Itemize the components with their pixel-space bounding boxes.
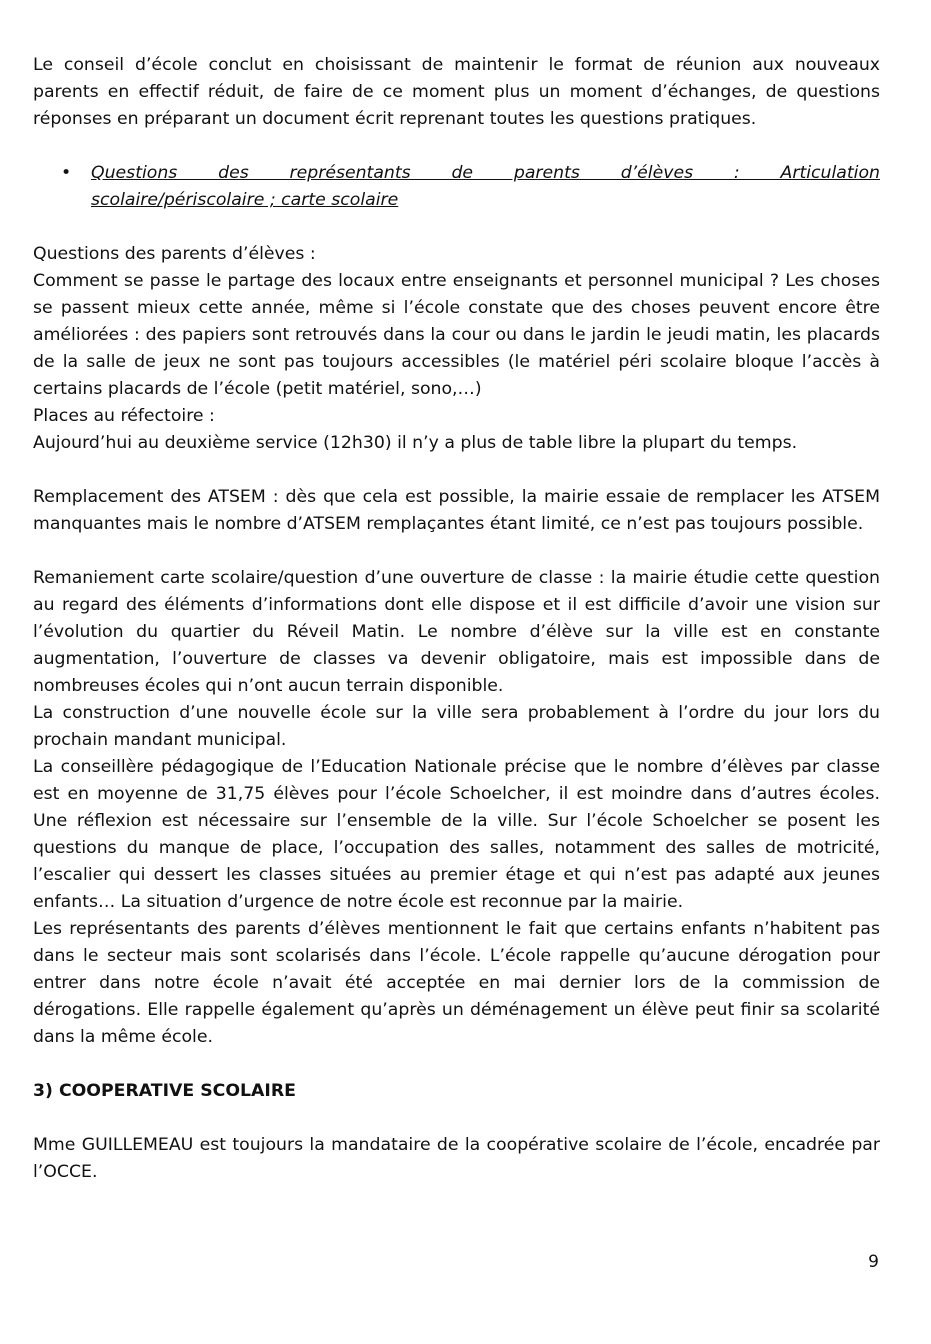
spacer — [33, 538, 880, 565]
paragraph-conclusion: Le conseil d’école conclut en choisissant de maintenir le format de réunion aux nouveaux parents en effectif réduit, de faire de ce moment plus un moment d’échanges, de questions réponses en préparant un document écrit reprenant toutes les questions pratiques. — [33, 55, 880, 129]
bullet-item — [61, 160, 880, 214]
spacer — [33, 133, 880, 160]
bullet-icon: • — [61, 163, 72, 183]
page-number: 9 — [868, 1252, 879, 1272]
spacer — [33, 457, 880, 484]
document-page — [33, 52, 880, 1186]
paragraph-locaux: Comment se passe le partage des locaux entre enseignants et personnel municipal ? Les choses se passent mieux cette année, même si l’école constate que des choses peuvent encore être améliorées : des papiers sont retrouvés dans la cour ou dans le jardin le jeudi matin, les placards de la salle de jeux ne sont pas toujours accessibles (le matériel péri scolaire bloque l’accès à certains placards de l’école (petit matériel, sono,…) — [33, 271, 880, 399]
spacer — [33, 214, 880, 241]
spacer — [33, 1051, 880, 1078]
paragraph-refectoire-label: Places au réfectoire : — [33, 406, 215, 426]
paragraph-atsem: Remplacement des ATSEM : dès que cela est possible, la mairie essaie de remplacer les ATSEM manquantes mais le nombre d’ATSEM remplaçantes étant limité, ce n’est pas toujours possible. — [33, 487, 880, 534]
bullet-line-2: scolaire/périscolaire ; carte scolaire — [91, 190, 399, 210]
paragraph-questions-heading: Questions des parents d’élèves : — [33, 244, 316, 264]
paragraph-carte-scolaire: Remaniement carte scolaire/question d’une ouverture de classe : la mairie étudie cette question au regard des éléments d’informations dont elle dispose et il est difficile d’avoir une vision sur l’évolution du quartier du Réveil Matin. Le nombre d’élève sur la ville est en constante augmentation, l’ouverture de classes va devenir obligatoire, mais est impossible dans de nombreuses écoles qui n’ont aucun terrain disponible. — [33, 568, 880, 696]
paragraph-cooperative: Mme GUILLEMEAU est toujours la mandataire de la coopérative scolaire de l’école, encadrée par l’OCCE. — [33, 1135, 880, 1182]
paragraph-nouvelle-ecole: La construction d’une nouvelle école sur la ville sera probablement à l’ordre du jour lors du prochain mandant municipal. — [33, 703, 880, 750]
paragraph-refectoire: Aujourd’hui au deuxième service (12h30) il n’y a plus de table libre la plupart du temps. — [33, 433, 798, 453]
spacer — [33, 1105, 880, 1132]
paragraph-representants: Les représentants des parents d’élèves mentionnent le fait que certains enfants n’habitent pas dans le secteur mais sont scolarisés dans l’école. L’école rappelle qu’aucune dérogation pour entrer dans notre école n’avait été acceptée en mai dernier lors de la commission de dérogations. Elle rappelle également qu’après un déménagement un élève peut finir sa scolarité dans la même école. — [33, 919, 880, 1047]
bullet-line-1: Questions des représentants de parents d’élèves : Articulation — [91, 163, 880, 183]
section-heading-cooperative: 3) COOPERATIVE SCOLAIRE — [33, 1081, 296, 1101]
paragraph-conseillere: La conseillère pédagogique de l’Education Nationale précise que le nombre d’élèves par classe est en moyenne de 31,75 élèves pour l’école Schoelcher, il est moindre dans d’autres écoles. Une réflexion est nécessaire sur l’ensemble de la ville. Sur l’école Schoelcher se posent les questions du manque de place, l’occupation des salles, notamment des salles de motricité, l’escalier qui dessert les classes situées au premier étage et qui n’est pas adapté aux jeunes enfants… La situation d’urgence de notre école est reconnue par la mairie. — [33, 757, 880, 912]
